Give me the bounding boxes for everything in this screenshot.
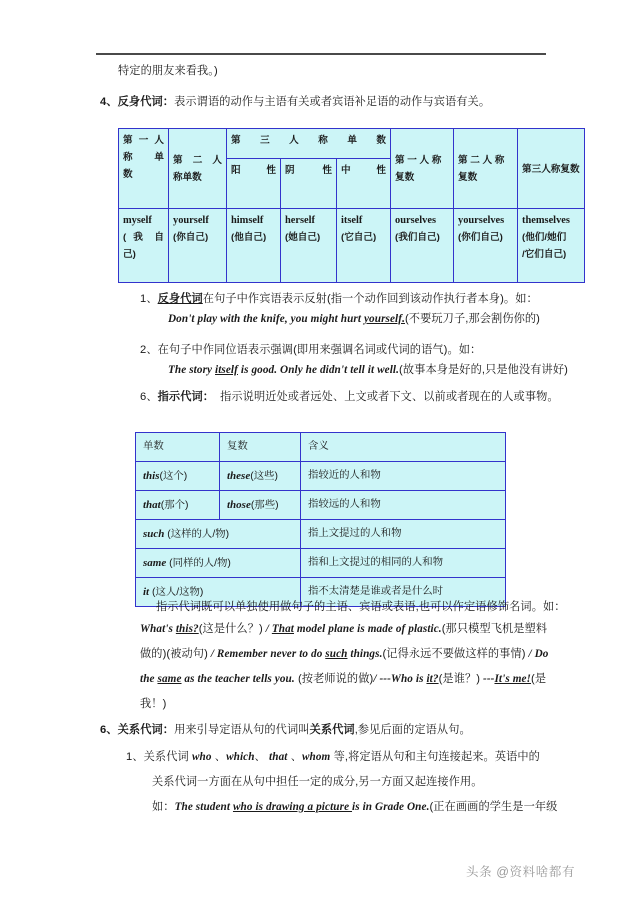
relative-sep-3: 、 xyxy=(287,751,302,763)
demo-ex1-f: model plane is made of plastic. xyxy=(294,623,442,635)
relative-sep-1: 、 xyxy=(211,751,227,763)
demo-example-line3 xyxy=(140,672,546,687)
note-2-example-underline: itself xyxy=(215,364,238,376)
cell-yourselves xyxy=(454,209,518,283)
header-fpp-line2: 复数 xyxy=(395,172,415,183)
header-masculine: 阳 性 xyxy=(227,159,281,209)
demo-cell-singular-this xyxy=(136,462,220,491)
cell-himself xyxy=(227,209,281,283)
relative-example-pre: The student xyxy=(174,801,233,813)
cell-ourselves-gloss1: (我们自己) xyxy=(395,232,440,243)
table-row xyxy=(136,520,506,549)
demo-ex2-gloss: (记得永远不要做这样的事情) xyxy=(382,648,526,660)
note-1-keyword: 反身代词 xyxy=(157,293,203,305)
cell-yourselves-word: yourselves xyxy=(458,215,505,226)
table-row-header xyxy=(136,433,506,462)
demo-example-line1 xyxy=(140,622,547,637)
demo-ex1-a: What's xyxy=(140,623,176,635)
cell-herself-word: herself xyxy=(285,215,316,226)
note-1-example-gloss: (不要玩刀子,那会割伤你的) xyxy=(404,313,541,325)
demo-gloss-it: (这人/这物) xyxy=(149,586,204,598)
header-first-person-plural xyxy=(391,129,454,209)
relative-word-which: which xyxy=(226,751,255,763)
header-feminine: 阴 性 xyxy=(281,159,337,209)
cell-themselves-gloss2: /它们自己) xyxy=(522,249,567,260)
table-row xyxy=(136,491,506,520)
relative-example-underline: who is drawing a picture xyxy=(232,801,353,813)
demo-header-meaning: 含义 xyxy=(301,433,506,462)
section-6-title: 指示代词： xyxy=(157,391,215,403)
demo-ex3-a: the xyxy=(140,673,158,685)
demo-ex1-gloss1: (这是什么？) xyxy=(198,623,263,635)
demo-word-those: those xyxy=(227,498,251,511)
demo-cell-such xyxy=(136,520,301,549)
note-2-text: 在句子中作同位语表示强调(即用来强调名词或代词的语气)。如： xyxy=(157,344,482,356)
relative-word-whom: whom xyxy=(301,751,331,763)
note-1-number: 1、 xyxy=(140,293,158,305)
cell-themselves-word: themselves xyxy=(522,215,570,226)
header-fpp-line1: 第 一 人 称 xyxy=(395,155,442,166)
demo-ex3-it: it? xyxy=(426,673,439,685)
table-row xyxy=(136,462,506,491)
cell-myself-gloss2: 己) xyxy=(123,249,136,260)
note-2-example xyxy=(168,363,568,378)
note-2-number: 2、 xyxy=(140,344,158,356)
demo-word-same: same xyxy=(143,556,167,569)
demo-gloss-such: (这样的人/物) xyxy=(164,528,230,540)
demo-cell-meaning-3: 指上文提过的人和物 xyxy=(301,520,506,549)
demo-ex2-such: such xyxy=(325,648,348,660)
demo-word-these: these xyxy=(227,469,251,482)
section-6-text: 指示说明近处或者远处、上文或者下文、以前或者现在的人或事物。 xyxy=(220,391,559,403)
header-spp-line2: 复数 xyxy=(458,172,478,183)
demo-cell-same xyxy=(136,549,301,578)
relative-note-1-line1 xyxy=(126,750,540,765)
demo-ex1-that: That xyxy=(271,623,295,635)
cell-herself xyxy=(281,209,337,283)
relative-text-b: 关系代词 xyxy=(309,724,355,736)
demo-ex3-gloss3: (是 xyxy=(531,673,547,685)
demo-cell-meaning-5: 指不太清楚是谁或者是什么时 xyxy=(301,578,506,607)
demo-cell-plural-these xyxy=(220,462,301,491)
cell-myself-gloss1: ( 我 自 xyxy=(123,232,164,243)
demo-ex3-c: as the teacher tells you. xyxy=(181,673,295,685)
section-4-colon: ： xyxy=(162,96,175,108)
demo-gloss-those: (那些) xyxy=(250,499,279,511)
demo-gloss-these: (这些) xyxy=(250,470,278,482)
demo-word-this: this xyxy=(143,469,160,482)
header-second-person-singular xyxy=(169,129,227,209)
relative-example-post: is in Grade One. xyxy=(352,801,430,813)
demo-ex3-itsme: It's me! xyxy=(494,673,532,685)
relative-note-1-line2: 关系代词一方面在从句中担任一定的成分,另一方面又起连接作用。 xyxy=(152,776,483,788)
demo-gloss-this: (这个) xyxy=(159,470,188,482)
note-1-example xyxy=(168,312,540,327)
cell-ourselves-word: ourselves xyxy=(395,215,436,226)
section-6-demonstrative-heading xyxy=(140,390,559,405)
demo-note-line1: 指示代词既可以单独使用做句子的主语、宾语或表语,也可以作定语修饰名词。如： xyxy=(156,601,566,613)
header-spp-line1: 第 二 人 称 xyxy=(458,155,505,166)
note-2-example-gloss: (故事本身是好的,只是他没有讲好) xyxy=(399,364,568,376)
table-row xyxy=(119,209,585,283)
note-2-example-post: is good. Only he didn't tell it well. xyxy=(237,364,400,376)
demo-gloss-that: (那个) xyxy=(160,499,189,511)
relative-text-a: 用来引导定语从句的代词叫 xyxy=(174,724,310,736)
demo-ex3-same: same xyxy=(157,673,182,685)
header-sps-line2: 称单数 xyxy=(173,172,202,183)
section-6-relative-heading xyxy=(100,723,471,738)
note-1-example-underline: yourself. xyxy=(363,313,405,325)
note-1-text: 在句子中作宾语表示反射(指一个动作回到该动作执行者本身)。如： xyxy=(202,293,538,305)
relative-title: 关系代词 xyxy=(117,724,163,736)
header-fps-line2: 称 单 xyxy=(123,152,164,163)
demo-header-plural: 复数 xyxy=(220,433,301,462)
cell-ourselves xyxy=(391,209,454,283)
demo-ex2-b: / Remember never to do xyxy=(207,648,326,660)
demo-example-line4: 我！) xyxy=(140,698,167,710)
relative-note-1-example xyxy=(152,800,557,815)
cell-itself-word: itself xyxy=(341,215,363,226)
relative-note-number: 1、 xyxy=(126,751,144,763)
demonstrative-pronoun-table xyxy=(135,432,506,607)
demo-ex2-f: / Do xyxy=(525,648,549,660)
cell-yourselves-gloss1: (你们自己) xyxy=(458,232,503,243)
demo-example-line2 xyxy=(140,647,548,662)
table-row-header xyxy=(119,129,585,159)
relative-example-label: 如： xyxy=(152,801,175,813)
note-1-example-pre: Don't play with the knife, you might hurt xyxy=(168,313,364,325)
demo-cell-plural-those xyxy=(220,491,301,520)
demo-cell-meaning-4: 指和上文提过的相同的人和物 xyxy=(301,549,506,578)
demo-cell-singular-that xyxy=(136,491,220,520)
cell-myself xyxy=(119,209,169,283)
section-4-title: 反身代词 xyxy=(117,96,163,108)
relative-number: 6、 xyxy=(100,724,118,736)
cell-herself-gloss1: (她自己) xyxy=(285,232,321,243)
relative-word-who: who xyxy=(191,751,212,763)
header-sps-line1: 第 二 人 xyxy=(173,155,222,166)
header-first-person-singular xyxy=(119,129,169,209)
relative-word-that: that xyxy=(269,751,288,763)
relative-sep-2: 、 xyxy=(254,751,270,763)
demo-ex2-a: 做的)(被动句) xyxy=(140,648,208,660)
relative-colon: ： xyxy=(162,724,175,736)
demo-ex3-gloss1: (按老师说的做) xyxy=(294,673,374,685)
section-4-number: 4、 xyxy=(100,96,118,108)
header-second-person-plural xyxy=(454,129,518,209)
header-third-person-plural: 第三人称复数 xyxy=(518,129,585,209)
cell-yourself-word: yourself xyxy=(173,215,209,226)
continued-paragraph: 特定的朋友来看我。) xyxy=(118,65,218,77)
demo-ex1-this: this? xyxy=(175,623,199,635)
cell-himself-word: himself xyxy=(231,215,264,226)
header-third-person-singular-group: 第 三 人 称 单 数 xyxy=(227,129,391,159)
cell-himself-gloss1: (他自己) xyxy=(231,232,267,243)
cell-itself xyxy=(337,209,391,283)
relative-note-a: 关系代词 xyxy=(143,751,192,763)
demo-header-singular: 单数 xyxy=(136,433,220,462)
relative-text-c: ,参见后面的定语从句。 xyxy=(354,724,471,736)
cell-myself-word: myself xyxy=(123,215,152,226)
note-1-line xyxy=(140,292,538,307)
header-fps-line1: 第 一 人 xyxy=(123,135,164,146)
demo-ex3-gloss2: (是谁？) xyxy=(438,673,481,685)
cell-yourself xyxy=(169,209,227,283)
demo-ex1-sep: / xyxy=(262,623,272,635)
note-2-line xyxy=(140,343,481,358)
cell-yourself-gloss1: (你自己) xyxy=(173,232,209,243)
header-neuter: 中 性 xyxy=(337,159,391,209)
table-row xyxy=(136,549,506,578)
cell-themselves xyxy=(518,209,585,283)
reflexive-pronoun-table xyxy=(118,128,585,283)
demo-gloss-same: (同样的人/物) xyxy=(166,557,231,569)
demo-cell-meaning-1: 指较近的人和物 xyxy=(301,462,506,491)
note-2-example-pre: The story xyxy=(168,364,215,376)
demo-word-that: that xyxy=(143,498,161,511)
demo-word-such: such xyxy=(143,527,165,540)
section-4-heading xyxy=(100,95,490,110)
section-6-number: 6、 xyxy=(140,391,158,403)
top-divider-rule xyxy=(96,53,546,55)
demo-ex3-e: / ---Who is xyxy=(373,673,427,685)
demo-ex1-gloss2: (那只模型飞机是塑料 xyxy=(441,623,548,635)
demo-cell-meaning-2: 指较远的人和物 xyxy=(301,491,506,520)
demo-ex2-d: things. xyxy=(347,648,383,660)
cell-themselves-gloss1: (他们/她们 xyxy=(522,232,567,243)
section-4-text: 表示谓语的动作与主语有关或者宾语补足语的动作与宾语有关。 xyxy=(174,96,491,108)
demo-ex3-h: --- xyxy=(480,673,495,685)
relative-example-gloss: (正在画画的学生是一年级 xyxy=(429,801,558,813)
demo-word-it: it xyxy=(143,585,150,598)
cell-itself-gloss1: (它自己) xyxy=(341,232,377,243)
relative-note-b: 等,将定语从句和主句连接起来。英语中的 xyxy=(330,751,540,763)
header-fps-line3: 数 xyxy=(123,169,133,180)
watermark-logo: 头条 @资料啥都有 xyxy=(466,865,576,879)
